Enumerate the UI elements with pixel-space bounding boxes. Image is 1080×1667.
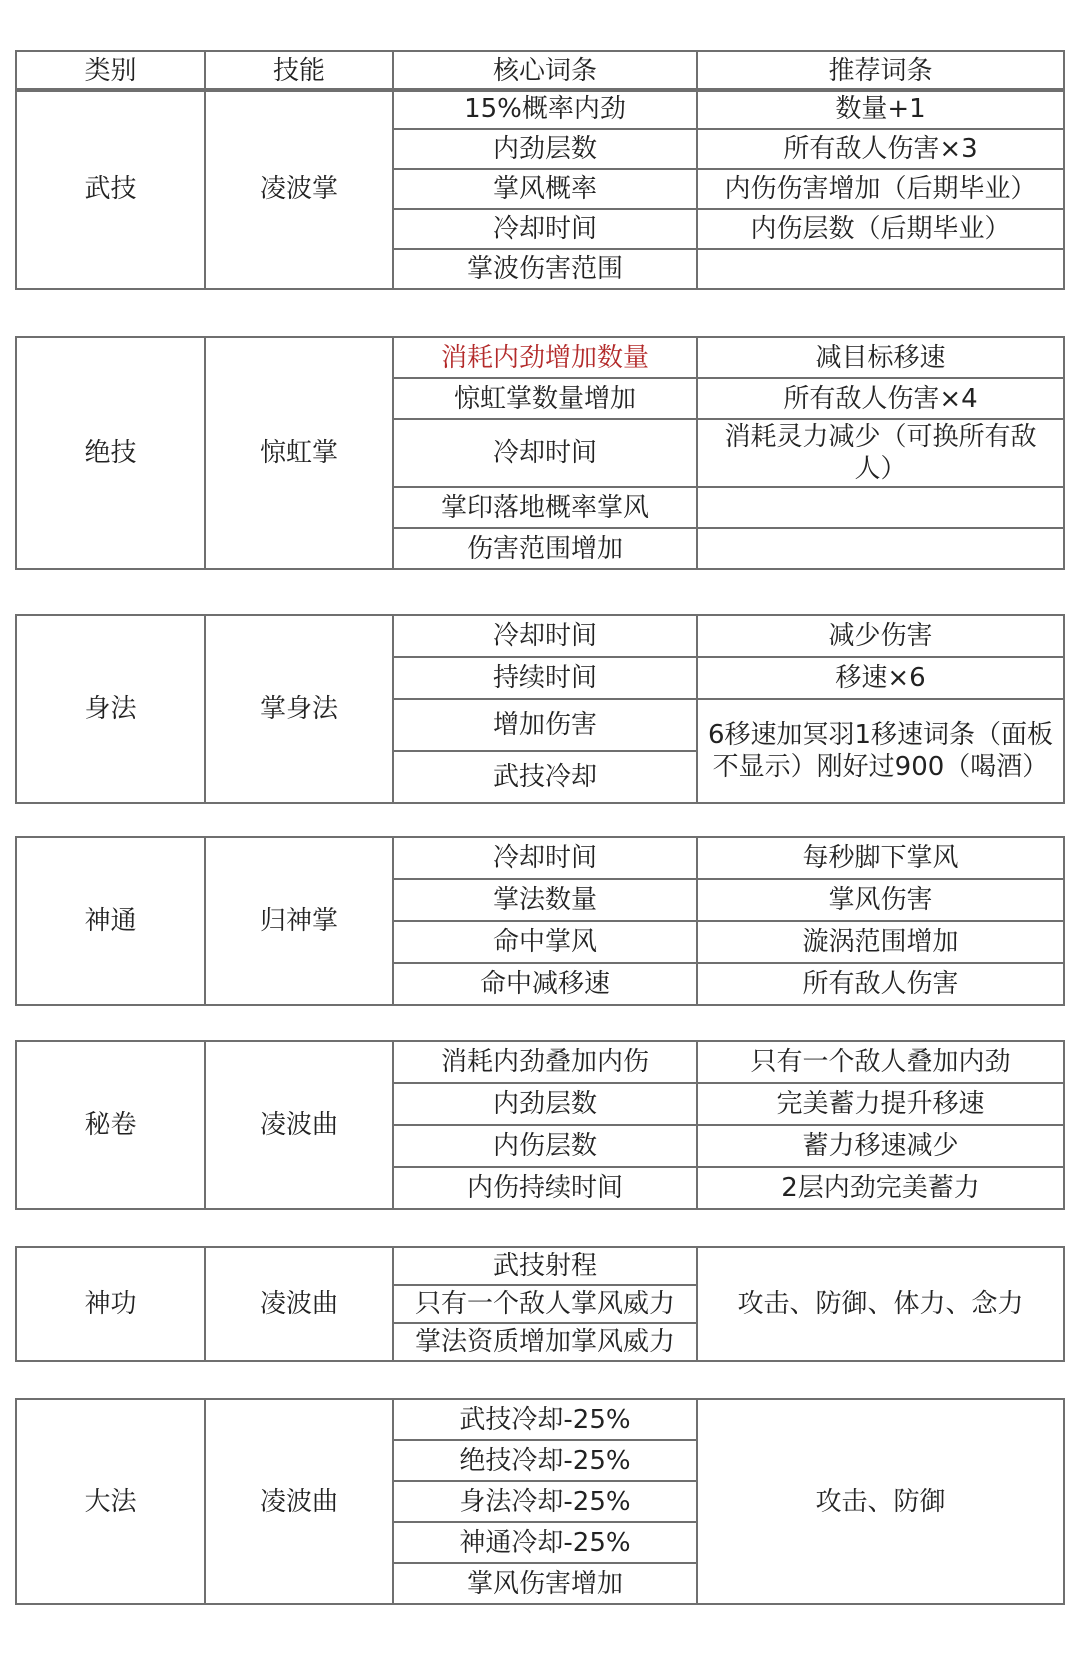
core-cell: 内劲层数 [393,1083,697,1125]
core-cell: 惊虹掌数量增加 [393,378,697,419]
header-category: 类别 [16,51,205,91]
core-cell: 武技冷却 [393,751,697,803]
skill-cell: 凌波掌 [205,89,393,289]
core-cell-highlighted: 消耗内劲增加数量 [393,337,697,378]
core-cell: 冷却时间 [393,419,697,487]
category-cell: 神功 [16,1247,205,1361]
category-cell: 神通 [16,837,205,1005]
recommended-cell: 攻击、防御、体力、念力 [697,1247,1064,1361]
core-cell: 增加伤害 [393,699,697,751]
core-cell: 内劲层数 [393,129,697,169]
recommended-cell: 所有敌人伤害×4 [697,378,1064,419]
recommended-cell: 完美蓄力提升移速 [697,1083,1064,1125]
recommended-cell: 所有敌人伤害 [697,963,1064,1005]
recommended-cell: 内伤伤害增加（后期毕业） [697,169,1064,209]
group-shengong [15,1246,1063,1362]
recommended-cell: 掌风伤害 [697,879,1064,921]
recommended-cell [697,528,1064,569]
core-cell: 冷却时间 [393,837,697,879]
core-cell: 武技冷却-25% [393,1399,697,1440]
category-cell: 大法 [16,1399,205,1604]
category-cell: 秘卷 [16,1041,205,1209]
skill-cell: 惊虹掌 [205,337,393,569]
core-cell: 只有一个敌人掌风威力 [393,1285,697,1323]
recommended-cell: 蓄力移速减少 [697,1125,1064,1167]
core-cell: 掌法资质增加掌风威力 [393,1323,697,1361]
skill-cell: 归神掌 [205,837,393,1005]
core-cell: 内伤层数 [393,1125,697,1167]
skill-cell: 凌波曲 [205,1247,393,1361]
recommended-cell: 攻击、防御 [697,1399,1064,1604]
core-cell: 神通冷却-25% [393,1522,697,1563]
group-shenfa [15,614,1063,804]
core-cell: 15%概率内劲 [393,89,697,129]
core-cell: 掌法数量 [393,879,697,921]
skill-cell: 凌波曲 [205,1399,393,1604]
header-recommended: 推荐词条 [697,51,1064,91]
skill-cell: 凌波曲 [205,1041,393,1209]
recommended-cell: 所有敌人伤害×3 [697,129,1064,169]
recommended-cell: 内伤层数（后期毕业） [697,209,1064,249]
recommended-cell: 消耗灵力减少（可换所有敌人） [697,419,1064,487]
recommended-cell: 移速×6 [697,657,1064,699]
core-cell: 绝技冷却-25% [393,1440,697,1481]
recommended-cell [697,249,1064,289]
recommended-cell: 6移速加冥羽1移速词条（面板不显示）刚好过900（喝酒） [697,699,1064,803]
recommended-cell: 每秒脚下掌风 [697,837,1064,879]
group-dafa [15,1398,1063,1605]
table-header [15,50,1063,92]
core-cell: 命中减移速 [393,963,697,1005]
core-cell: 命中掌风 [393,921,697,963]
core-cell: 掌印落地概率掌风 [393,487,697,528]
recommended-cell: 2层内劲完美蓄力 [697,1167,1064,1209]
recommended-cell: 减少伤害 [697,615,1064,657]
category-cell: 武技 [16,89,205,289]
category-cell: 身法 [16,615,205,803]
core-cell: 内伤持续时间 [393,1167,697,1209]
header-skill: 技能 [205,51,393,91]
core-cell: 持续时间 [393,657,697,699]
core-cell: 消耗内劲叠加内伤 [393,1041,697,1083]
skill-cell: 掌身法 [205,615,393,803]
recommended-cell: 只有一个敌人叠加内劲 [697,1041,1064,1083]
group-shentong [15,836,1063,1006]
core-cell: 身法冷却-25% [393,1481,697,1522]
core-cell: 武技射程 [393,1247,697,1285]
group-wuji [15,88,1063,290]
recommended-cell: 数量+1 [697,89,1064,129]
core-cell: 伤害范围增加 [393,528,697,569]
header-core: 核心词条 [393,51,697,91]
recommended-cell [697,487,1064,528]
core-cell: 冷却时间 [393,209,697,249]
core-cell: 掌波伤害范围 [393,249,697,289]
core-cell: 掌风伤害增加 [393,1563,697,1604]
core-cell: 掌风概率 [393,169,697,209]
category-cell: 绝技 [16,337,205,569]
recommended-cell: 减目标移速 [697,337,1064,378]
group-jueji [15,336,1063,570]
core-cell: 冷却时间 [393,615,697,657]
recommended-cell: 漩涡范围增加 [697,921,1064,963]
group-mijuan [15,1040,1063,1210]
